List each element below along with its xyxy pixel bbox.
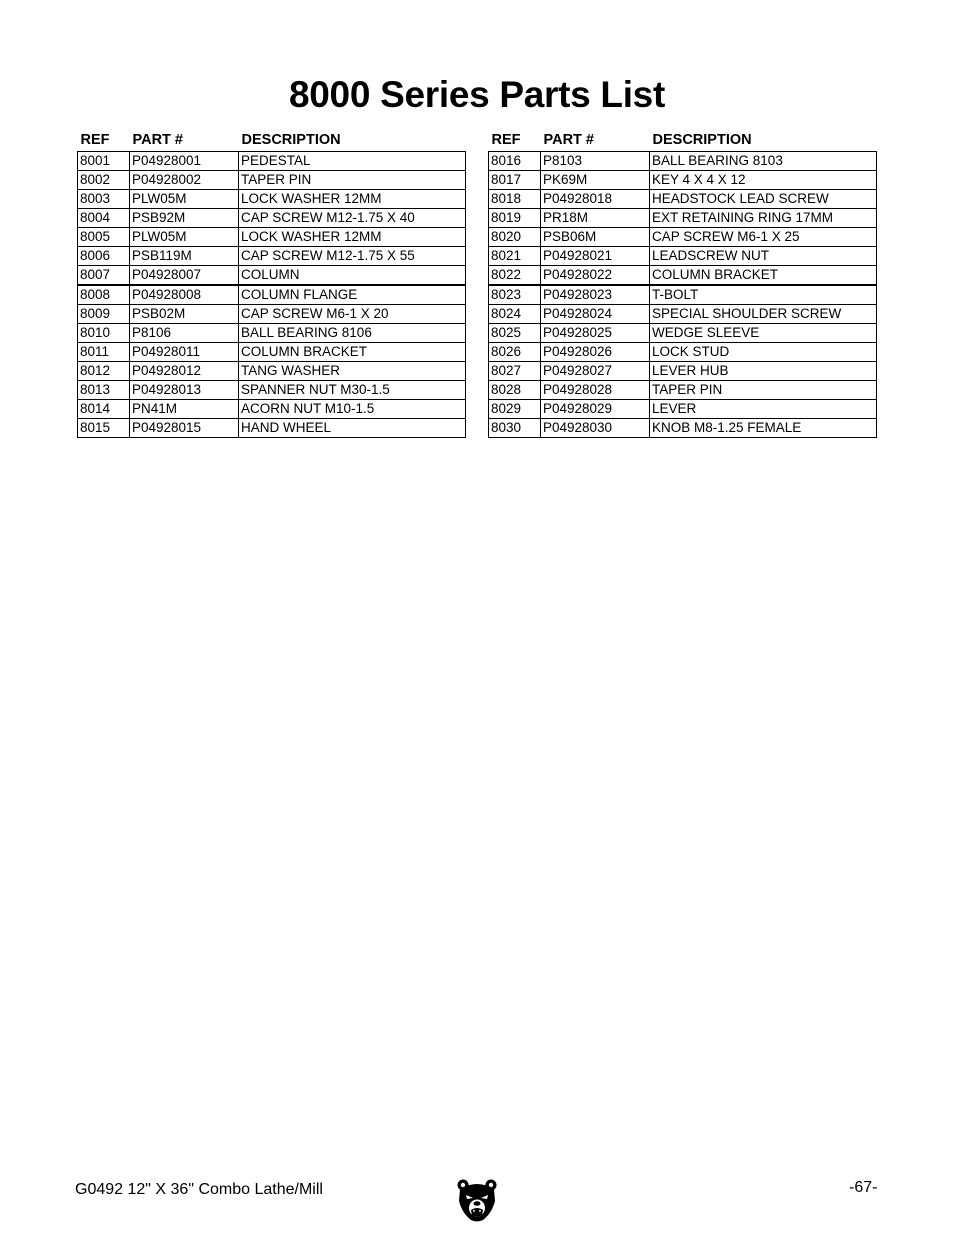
table-row (78, 266, 466, 286)
cell-ref: 8023 (489, 285, 541, 305)
parts-table (77, 129, 466, 438)
table-header-row (489, 129, 877, 152)
cell-description: LOCK WASHER 12MM (239, 228, 466, 247)
cell-description: TANG WASHER (239, 362, 466, 381)
cell-description: SPECIAL SHOULDER SCREW (650, 305, 877, 324)
cell-ref: 8006 (78, 247, 130, 266)
table-header-row (78, 129, 466, 152)
cell-part: P04928023 (541, 285, 650, 305)
table-row (489, 152, 877, 171)
table-row (78, 400, 466, 419)
header-part: PART # (543, 132, 594, 148)
table-row (78, 247, 466, 266)
footer-model-text: G0492 12" X 36" Combo Lathe/Mill (75, 1181, 323, 1198)
cell-ref: 8015 (78, 419, 130, 438)
cell-ref: 8018 (489, 190, 541, 209)
cell-description: KEY 4 X 4 X 12 (650, 171, 877, 190)
cell-description: HEADSTOCK LEAD SCREW (650, 190, 877, 209)
cell-ref: 8003 (78, 190, 130, 209)
cell-description: LEVER HUB (650, 362, 877, 381)
cell-ref: 8022 (489, 266, 541, 286)
cell-part: PLW05M (130, 190, 239, 209)
table-row (78, 209, 466, 228)
cell-description: HAND WHEEL (239, 419, 466, 438)
cell-part: P04928013 (130, 381, 239, 400)
cell-ref: 8010 (78, 324, 130, 343)
cell-description: BALL BEARING 8106 (239, 324, 466, 343)
header-part: PART # (132, 132, 183, 148)
cell-part: PLW05M (130, 228, 239, 247)
cell-ref: 8007 (78, 266, 130, 286)
table-row (489, 247, 877, 266)
cell-ref: 8001 (78, 152, 130, 171)
cell-description: EXT RETAINING RING 17MM (650, 209, 877, 228)
cell-part: P04928021 (541, 247, 650, 266)
table-row (78, 171, 466, 190)
cell-part: P04928030 (541, 419, 650, 438)
cell-ref: 8011 (78, 343, 130, 362)
table-row (489, 209, 877, 228)
table-row (489, 324, 877, 343)
cell-part: P04928018 (541, 190, 650, 209)
table-row (489, 381, 877, 400)
cell-description: LOCK WASHER 12MM (239, 190, 466, 209)
table-row (489, 362, 877, 381)
table-row (78, 228, 466, 247)
table-row (489, 305, 877, 324)
cell-ref: 8002 (78, 171, 130, 190)
cell-ref: 8016 (489, 152, 541, 171)
cell-ref: 8029 (489, 400, 541, 419)
cell-part: P04928027 (541, 362, 650, 381)
cell-description: ACORN NUT M10-1.5 (239, 400, 466, 419)
cell-description: COLUMN FLANGE (239, 285, 466, 305)
table-row (489, 228, 877, 247)
table-row (489, 419, 877, 438)
cell-ref: 8012 (78, 362, 130, 381)
cell-ref: 8004 (78, 209, 130, 228)
bear-head-logo-icon (456, 1177, 498, 1223)
cell-part: P04928022 (541, 266, 650, 286)
cell-ref: 8024 (489, 305, 541, 324)
table-row (78, 152, 466, 171)
cell-part: P04928008 (130, 285, 239, 305)
table-row (78, 362, 466, 381)
cell-part: P04928015 (130, 419, 239, 438)
cell-part: P04928028 (541, 381, 650, 400)
cell-description: COLUMN BRACKET (650, 266, 877, 286)
cell-description: CAP SCREW M12-1.75 X 40 (239, 209, 466, 228)
table-row (489, 190, 877, 209)
table-row (489, 285, 877, 305)
table-row (78, 305, 466, 324)
cell-part: P8106 (130, 324, 239, 343)
header-ref: REF (80, 132, 110, 148)
cell-description: TAPER PIN (650, 381, 877, 400)
cell-part: PK69M (541, 171, 650, 190)
cell-description: COLUMN BRACKET (239, 343, 466, 362)
cell-part: P04928012 (130, 362, 239, 381)
cell-description: CAP SCREW M12-1.75 X 55 (239, 247, 466, 266)
cell-description: PEDESTAL (239, 152, 466, 171)
cell-ref: 8008 (78, 285, 130, 305)
cell-ref: 8026 (489, 343, 541, 362)
table-row (78, 324, 466, 343)
cell-ref: 8020 (489, 228, 541, 247)
cell-part: PSB06M (541, 228, 650, 247)
table-row (489, 400, 877, 419)
cell-part: PSB02M (130, 305, 239, 324)
cell-ref: 8017 (489, 171, 541, 190)
cell-description: KNOB M8-1.25 FEMALE (650, 419, 877, 438)
table-row (78, 419, 466, 438)
cell-ref: 8013 (78, 381, 130, 400)
cell-ref: 8019 (489, 209, 541, 228)
cell-ref: 8005 (78, 228, 130, 247)
cell-description: LOCK STUD (650, 343, 877, 362)
page-number: -67- (849, 1179, 878, 1196)
cell-ref: 8014 (78, 400, 130, 419)
cell-part: PSB92M (130, 209, 239, 228)
cell-part: P04928011 (130, 343, 239, 362)
cell-ref: 8009 (78, 305, 130, 324)
header-ref: REF (491, 132, 521, 148)
header-description: DESCRIPTION (241, 132, 341, 148)
cell-part: PR18M (541, 209, 650, 228)
cell-description: BALL BEARING 8103 (650, 152, 877, 171)
cell-ref: 8027 (489, 362, 541, 381)
cell-description: COLUMN (239, 266, 466, 286)
cell-description: T-BOLT (650, 285, 877, 305)
cell-part: P04928002 (130, 171, 239, 190)
cell-part: PN41M (130, 400, 239, 419)
cell-description: SPANNER NUT M30-1.5 (239, 381, 466, 400)
cell-part: P8103 (541, 152, 650, 171)
cell-part: P04928001 (130, 152, 239, 171)
table-row (78, 343, 466, 362)
cell-part: PSB119M (130, 247, 239, 266)
cell-ref: 8025 (489, 324, 541, 343)
cell-part: P04928025 (541, 324, 650, 343)
cell-part: P04928029 (541, 400, 650, 419)
parts-table-right (488, 129, 876, 438)
header-description: DESCRIPTION (652, 132, 752, 148)
cell-ref: 8028 (489, 381, 541, 400)
cell-description: TAPER PIN (239, 171, 466, 190)
cell-description: LEADSCREW NUT (650, 247, 877, 266)
cell-part: P04928024 (541, 305, 650, 324)
cell-description: CAP SCREW M6-1 X 20 (239, 305, 466, 324)
table-row (78, 190, 466, 209)
table-row (489, 343, 877, 362)
cell-description: LEVER (650, 400, 877, 419)
parts-table (488, 129, 877, 438)
page-title: 8000 Series Parts List (289, 74, 665, 115)
table-row (489, 266, 877, 286)
table-row (489, 171, 877, 190)
cell-part: P04928026 (541, 343, 650, 362)
table-row (78, 381, 466, 400)
parts-table-left (77, 129, 465, 438)
cell-ref: 8021 (489, 247, 541, 266)
cell-ref: 8030 (489, 419, 541, 438)
table-row (78, 285, 466, 305)
cell-description: CAP SCREW M6-1 X 25 (650, 228, 877, 247)
cell-part: P04928007 (130, 266, 239, 286)
cell-description: WEDGE SLEEVE (650, 324, 877, 343)
